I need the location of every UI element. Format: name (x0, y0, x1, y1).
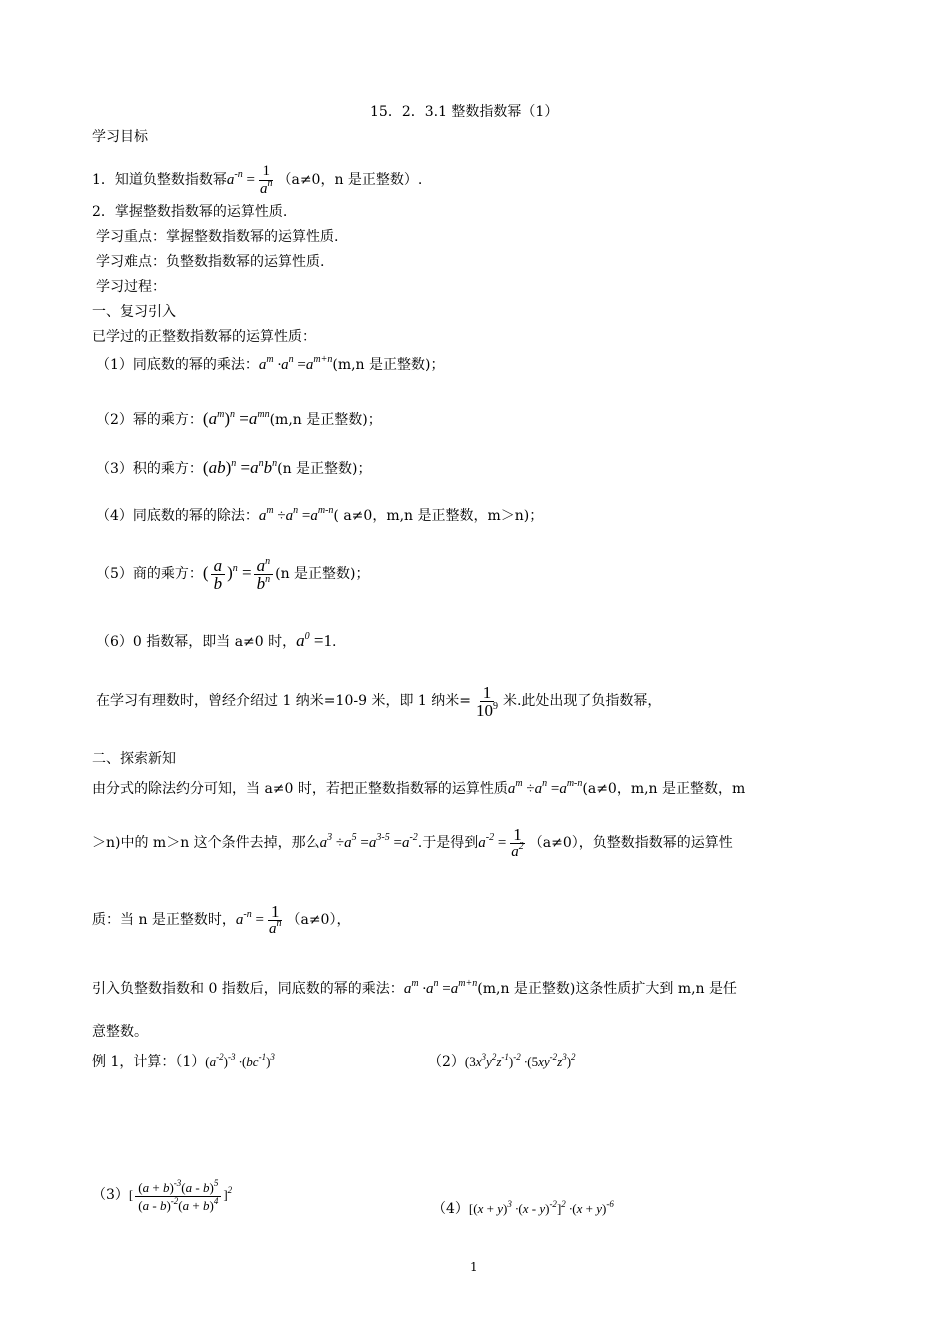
example-label-3: （3） (92, 1187, 129, 1203)
property-2 (96, 410, 382, 429)
explore-text-1: 由分式的除法约分可知，当 a≠0 时，若把正整数指数幂的运算性质 (92, 781, 508, 797)
explore-line-4 (92, 980, 737, 998)
property-6 (96, 632, 336, 651)
formula-negative-exponent-2: $a^{-n}$ = $\frac{1}{a^n}$ (235, 902, 282, 938)
formula-zero-exponent: $a^0 =1$ (296, 631, 332, 650)
property-3-label: （3）积的乘方： (96, 461, 203, 477)
example-label-2: （2） (428, 1054, 465, 1070)
property-5-label: （5）商的乘方： (96, 566, 203, 582)
property-5 (96, 553, 370, 594)
example-1-part-3 (92, 1175, 232, 1215)
explore-text-4: 引入负整数指数和 0 指数后，同底数的幂的乘法： (92, 981, 404, 997)
property-2-label: （2）幂的乘方： (96, 412, 203, 428)
objectives-heading: 学习目标 (92, 129, 148, 145)
formula-product-power: $(ab)^n =a^nb^n$ (202, 458, 278, 477)
nanometer-text-end: 米.此处出现了负指数幂， (502, 693, 662, 709)
explore-line-2 (92, 823, 733, 863)
property-1 (96, 356, 444, 374)
example-1-part-4 (432, 1200, 614, 1218)
objective-1 (92, 163, 422, 198)
page-number: 1 (470, 1260, 478, 1274)
review-intro: 已学过的正整数指数幂的运算性质： (92, 329, 316, 345)
formula-quotient-power: ( $\frac{a}{b}$ )$^n$ = $\frac{a^n}{b^n}$ (203, 563, 275, 582)
formula-quotient-rule: $a^m \div a^n =a^{m-n}$ (258, 505, 334, 524)
explore-text-1-end: (a≠0，m,n 是正整数，m (582, 781, 746, 797)
nanometer-line (96, 677, 661, 724)
problem-2-formula: $(3x^3y^2z^{-1})^{-2} \cdot(5xy^{-2}z^3)^2$ (464, 1052, 576, 1069)
property-4 (96, 507, 543, 525)
difficulty: 学习难点：负整数指数幂的运算性质. (96, 254, 325, 270)
property-6-label: （6）0 指数幂，即当 a≠0 时， (96, 634, 297, 650)
objective-2: 2．掌握整数指数幂的运算性质. (92, 204, 288, 220)
explore-text-4-end: (m,n 是正整数)这条性质扩大到 m,n 是任 (477, 981, 738, 997)
objective-1-text: 1．知道负整数指数幂 (92, 171, 227, 188)
nanometer-text: 在学习有理数时，曾经介绍过 1 纳米=10-9 米，即 1 纳米= (96, 693, 471, 709)
explore-text-3: 质：当 n 是正整数时， (92, 912, 236, 928)
formula-product-rule: $a^m \cdot a^n =a^{m+n}$ (258, 354, 333, 373)
property-1-label: （1）同底数的幂的乘法： (96, 357, 259, 373)
explore-line-3 (92, 900, 350, 940)
example-label-4: （4） (432, 1201, 469, 1217)
property-6-end: . (332, 634, 337, 650)
example-1-part-2 (428, 1053, 576, 1071)
problem-4-formula: $[(x + y)^3 \cdot(x - y)^{-2}]^2 \cdot(x + y)^{-6}$ (468, 1199, 614, 1216)
page-title: 15．2．3.1 整数指数幂（1） (370, 104, 559, 120)
property-3-note: (n 是正整数)； (277, 461, 372, 477)
explore-line-5: 意整数。 (92, 1024, 148, 1040)
formula-negative-exponent: $a^{-n}$ = $\frac{1}{a^n}$ (226, 163, 273, 197)
formula-power-rule: $(a^m)^n =a^{mn}$ (202, 409, 270, 428)
formula-product-rule-2: $a^m \cdot a^n =a^{m+n}$ (403, 978, 478, 997)
explore-text-2: ＞n)中的 m＞n 这个条件去掉，那么 (92, 835, 320, 851)
objective-1-condition: （a≠0，n 是正整数）. (277, 171, 423, 188)
explore-heading: 二、探索新知 (92, 751, 176, 767)
key-point: 学习重点：掌握整数指数幂的运算性质. (96, 229, 339, 245)
formula-a-neg2: $a^{-2}$ = $\frac{1}{a^2}$ (478, 825, 524, 861)
explore-text-2-end: （a≠0），负整数指数幂的运算性 (528, 835, 733, 851)
property-4-label: （4）同底数的幂的除法： (96, 508, 259, 524)
problem-1-formula: $(a^{-2})^{-3} \cdot(bc^{-1})^3$ (205, 1052, 275, 1069)
property-2-note: (m,n 是正整数)； (269, 412, 382, 428)
explore-line-1 (92, 780, 745, 798)
explore-text-2-mid: .于是得到 (417, 835, 479, 851)
formula-nanometer: $\frac{1}{10^9}$ (475, 682, 498, 720)
formula-a3-div-a5: $a^3 \div a^5 =a^{3-5} =a^{-2}$ (319, 832, 418, 851)
property-5-note: (n 是正整数)； (275, 566, 370, 582)
property-1-note: (m,n 是正整数)； (332, 357, 445, 373)
review-heading: 一、复习引入 (92, 304, 176, 320)
property-4-note: ( a≠0，m,n 是正整数，m＞n)； (333, 508, 544, 524)
example-label-1: 例 1，计算：（1） (92, 1054, 206, 1070)
process-heading: 学习过程： (96, 279, 166, 295)
property-3 (96, 459, 372, 478)
problem-3-formula: [ $\frac{(a + b)^{-3}(a - b)^5}{(a - b)^{-2}(a + b)^4}$ ]$^2$ (128, 1177, 233, 1213)
explore-text-3-end: （a≠0）， (286, 912, 351, 928)
formula-quotient-rule-2: $a^m \div a^n =a^{m-n}$ (507, 778, 583, 797)
example-1-part-1 (92, 1053, 275, 1071)
